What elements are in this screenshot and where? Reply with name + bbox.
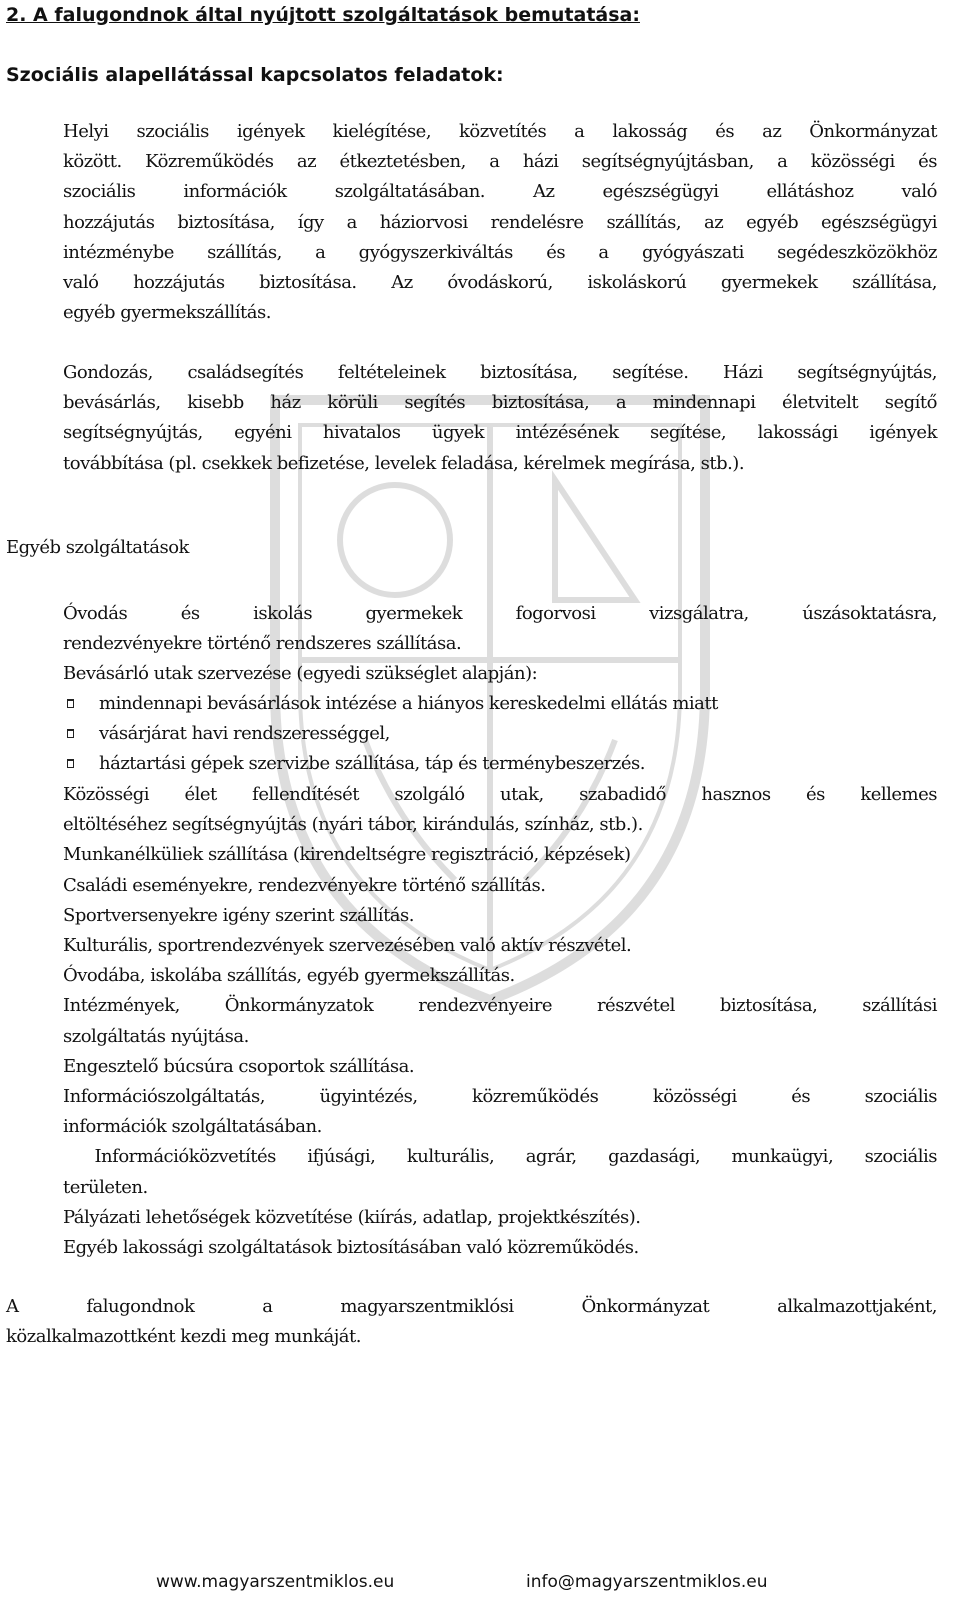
list-item: mindennapi bevásárlások intézése a hiányos kereskedelmi ellátás miatt bbox=[63, 689, 937, 719]
text-line: intézménybe szállítás, a gyógyszerkiváltás és a gyógyászati segédeszközökhöz bbox=[63, 241, 937, 263]
square-bullet-icon bbox=[67, 699, 74, 708]
text-line: területen. bbox=[63, 1176, 148, 1198]
text-line: bevásárlás, kisebb ház körüli segítés biztosítása, a mindennapi életvitelt segítő bbox=[63, 392, 937, 414]
text-line: Óvodába, iskolába szállítás, egyéb gyermekszállítás. bbox=[63, 965, 515, 987]
shopping-title: Bevásárló utak szervezése (egyedi szükséglet alapján): bbox=[63, 663, 538, 684]
list-item: háztartási gépek szervizbe szállítása, táp és terménybeszerzés. bbox=[63, 749, 937, 779]
text-line: segítségnyújtás, egyéni hivatalos ügyek intézésének segítése, lakossági igények bbox=[63, 422, 937, 444]
text-line: Engesztelő búcsúra csoportok szállítása. bbox=[63, 1055, 415, 1077]
social-tasks-heading: Szociális alapellátással kapcsolatos feladatok: bbox=[6, 64, 504, 86]
text-line: Óvodás és iskolás gyermekek fogorvosi vizsgálatra, úszásoktatásra, bbox=[63, 603, 937, 624]
square-bullet-icon bbox=[67, 729, 74, 738]
text-line: hozzájutás biztosítása, így a háziorvosi rendelésre szállítás, az egyéb egészségügyi bbox=[63, 211, 937, 233]
text-line: Pályázati lehetőségek közvetítése (kiírás, adatlap, projektkészítés). bbox=[63, 1206, 641, 1228]
other-services-title: Egyéb szolgáltatások bbox=[6, 537, 189, 558]
paragraph-care bbox=[63, 358, 937, 479]
text-line: Egyéb lakossági szolgáltatások biztosításában való közreműködés. bbox=[63, 1237, 639, 1259]
text-line: Sportversenyekre igény szerint szállítás. bbox=[63, 904, 414, 926]
text-line: Intézmények, Önkormányzatok rendezvényeire részvétel biztosítása, szállítási bbox=[63, 995, 937, 1017]
list-item: vásárjárat havi rendszerességgel, bbox=[63, 719, 937, 749]
text-line: egyéb gyermekszállítás. bbox=[63, 302, 271, 324]
text-line: rendezvényekre történő rendszeres szállítása. bbox=[63, 633, 462, 655]
text-line: Munkanélküliek szállítása (kirendeltségre regisztráció, képzések) bbox=[63, 844, 631, 866]
closing-paragraph bbox=[6, 1292, 937, 1352]
text-line: közalkalmazottként kezdi meg munkáját. bbox=[6, 1326, 361, 1348]
paragraph-social-needs bbox=[63, 117, 937, 328]
text-line: Információközvetítés ifjúsági, kulturális, agrár, gazdasági, munkaügyi, szociális bbox=[63, 1146, 937, 1168]
shopping-bullet-list bbox=[63, 689, 937, 780]
text-line: szociális információk szolgáltatásában. Az egészségügyi ellátáshoz való bbox=[63, 181, 937, 203]
section-heading: 2. A falugondnok által nyújtott szolgáltatások bemutatása: bbox=[6, 4, 640, 26]
services-list bbox=[63, 780, 937, 1263]
text-line: Közösségi élet fellendítését szolgáló utak, szabadidő hasznos és kellemes bbox=[63, 784, 937, 805]
footer-email: info@magyarszentmiklos.eu bbox=[526, 1572, 768, 1592]
text-line: Helyi szociális igények kielégítése, közvetítés a lakosság és az Önkormányzat bbox=[63, 121, 937, 142]
text-line: továbbítása (pl. csekkek befizetése, levelek feladása, kérelmek megírása, stb.). bbox=[63, 452, 745, 474]
text-line: szolgáltatás nyújtása. bbox=[63, 1025, 249, 1047]
text-line: Információszolgáltatás, ügyintézés, közreműködés közösségi és szociális bbox=[63, 1086, 937, 1108]
text-line: való hozzájutás biztosítása. Az óvodáskorú, iskoláskorú gyermekek szállítása, bbox=[63, 272, 937, 294]
text-line: Gondozás, családsegítés feltételeinek biztosítása, segítése. Házi segítségnyújtás, bbox=[63, 362, 937, 383]
square-bullet-icon bbox=[67, 759, 74, 768]
text-line: között. Közreműködés az étkeztetésben, a házi segítségnyújtásban, a közösségi és bbox=[63, 151, 937, 173]
text-line: információk szolgáltatásában. bbox=[63, 1116, 322, 1138]
footer-website: www.magyarszentmiklos.eu bbox=[156, 1572, 395, 1592]
paragraph-kindergarten bbox=[63, 599, 937, 659]
text-line: Családi eseményekre, rendezvényekre történő szállítás. bbox=[63, 874, 546, 896]
text-line: Kulturális, sportrendezvények szervezésében való aktív részvétel. bbox=[63, 935, 632, 957]
text-line: eltöltéséhez segítségnyújtás (nyári tábor, kirándulás, színház, stb.). bbox=[63, 814, 643, 836]
text-line: A falugondnok a magyarszentmiklósi Önkormányzat alkalmazottjaként, bbox=[6, 1296, 937, 1317]
